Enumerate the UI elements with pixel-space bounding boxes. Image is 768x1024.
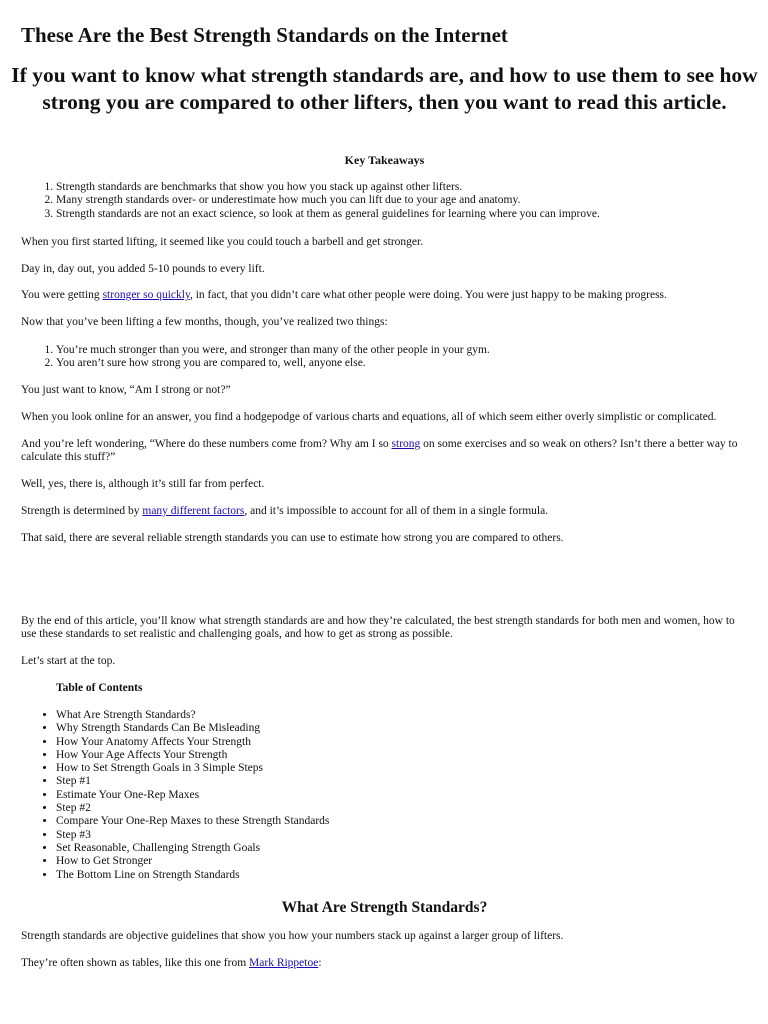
paragraph-text: You were getting <box>21 289 103 301</box>
list-item: 2. You aren’t sure how strong you are compared to, well, anyone else. <box>56 357 746 370</box>
toc-item[interactable]: • How Your Anatomy Affects Your Strength <box>56 736 746 749</box>
article-subtitle: If you want to know what strength standards are, and how to use them to see how strong you are compared to other lifters, then you want to read this article. <box>11 63 758 114</box>
two-things-list <box>21 344 746 371</box>
toc-item[interactable]: • Step #3 <box>56 829 746 842</box>
many-different-factors-link[interactable]: many different factors <box>142 505 245 517</box>
key-takeaways-list <box>21 181 746 221</box>
toc-item[interactable]: • How Your Age Affects Your Strength <box>56 749 746 762</box>
paragraph-text: They’re often shown as tables, like this one from <box>21 957 250 969</box>
stronger-so-quickly-link[interactable]: stronger so quickly <box>102 289 190 301</box>
toc-item[interactable]: • How to Set Strength Goals in 3 Simple Steps <box>56 762 746 775</box>
paragraph: Day in, day out, you added 5-10 pounds to every lift. <box>21 263 265 275</box>
toc-item[interactable]: • Step #1 <box>56 775 746 788</box>
toc-item[interactable]: • The Bottom Line on Strength Standards <box>56 869 746 882</box>
toc-item[interactable]: • Set Reasonable, Challenging Strength Goals <box>56 842 746 855</box>
paragraph <box>21 289 748 302</box>
table-of-contents-heading: Table of Contents <box>56 682 143 694</box>
paragraph: By the end of this article, you’ll know what strength standards are and how they’re calculated, the best strength standards for both men and women, how to use these standards to set realistic and challenging goals, and how to get as strong as possible. <box>21 615 735 641</box>
paragraph: Now that you’ve been lifting a few months, though, you’ve realized two things: <box>21 316 388 328</box>
toc-item[interactable]: • How to Get Stronger <box>56 855 746 868</box>
toc-item[interactable]: • What Are Strength Standards? <box>56 709 746 722</box>
paragraph: When you look online for an answer, you find a hodgepodge of various charts and equations, all of which seem either overly simplistic or complicated. <box>21 411 717 423</box>
paragraph-text: : <box>318 957 322 969</box>
paragraph-text: on some exercises and so weak on others? Isn’t there a better way to calculate this stuff?” <box>21 438 738 464</box>
table-of-contents-list <box>21 709 746 882</box>
list-item: 1. You’re much stronger than you were, and stronger than many of the other people in your gym. <box>56 344 746 357</box>
list-item: 1. Strength standards are benchmarks that show you how you stack up against other lifters. <box>56 181 746 194</box>
toc-item[interactable]: • Why Strength Standards Can Be Misleading <box>56 722 746 735</box>
toc-item[interactable]: • Step #2 <box>56 802 746 815</box>
key-takeaways-heading: Key Takeaways <box>344 153 425 167</box>
paragraph-text: And you’re left wondering, “Where do these numbers come from? Why am I so <box>21 438 392 450</box>
mark-rippetoe-link[interactable]: Mark Rippetoe <box>249 957 319 969</box>
paragraph <box>21 438 748 465</box>
toc-item[interactable]: • Estimate Your One-Rep Maxes <box>56 789 746 802</box>
paragraph-text: Strength is determined by <box>21 505 143 517</box>
paragraph: Let’s start at the top. <box>21 655 116 667</box>
paragraph: Strength standards are objective guidelines that show you how your numbers stack up against a larger group of lifters. <box>21 930 564 942</box>
strong-link[interactable]: strong <box>391 438 421 450</box>
article-title: These Are the Best Strength Standards on the Internet <box>21 23 508 47</box>
toc-item[interactable]: • Compare Your One-Rep Maxes to these Strength Standards <box>56 815 746 828</box>
paragraph <box>21 505 748 518</box>
paragraph: When you first started lifting, it seemed like you could touch a barbell and get stronger. <box>21 236 424 248</box>
section-heading: What Are Strength Standards? <box>281 899 488 916</box>
paragraph-text: , and it’s impossible to account for all of them in a single formula. <box>244 505 549 517</box>
paragraph: You just want to know, “Am I strong or not?” <box>21 384 231 396</box>
list-item: 3. Strength standards are not an exact science, so look at them as general guidelines for learning where you can improve. <box>56 208 746 221</box>
paragraph-text: , in fact, that you didn’t care what other people were doing. You were just happy to be making progress. <box>189 289 667 301</box>
paragraph: Well, yes, there is, although it’s still far from perfect. <box>21 478 265 490</box>
paragraph: That said, there are several reliable strength standards you can use to estimate how strong you are compared to others. <box>21 532 564 544</box>
paragraph <box>21 957 748 970</box>
list-item: 2. Many strength standards over- or underestimate how much you can lift due to your age and anatomy. <box>56 194 746 207</box>
